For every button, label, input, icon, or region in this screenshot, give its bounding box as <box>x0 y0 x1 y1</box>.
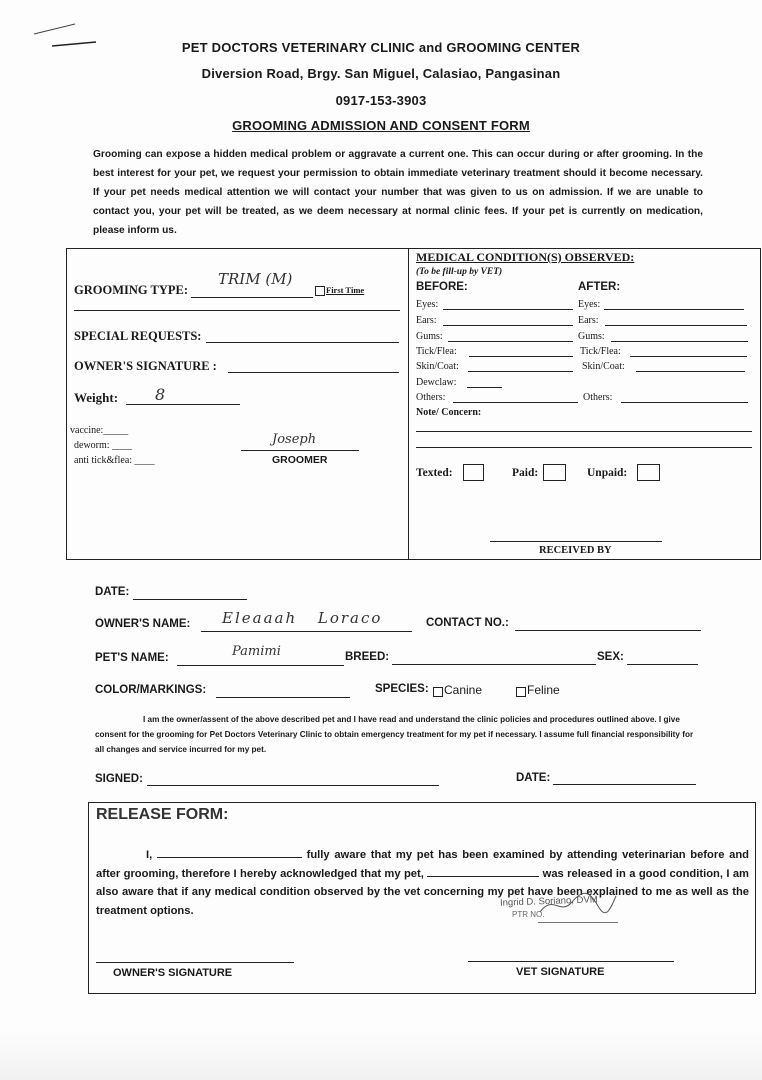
breed-label: BREED: <box>345 651 390 663</box>
unpaid-label: Unpaid: <box>587 467 628 479</box>
texted-checkbox[interactable] <box>463 464 484 481</box>
release-pet-field[interactable] <box>427 866 539 877</box>
received-by-line[interactable] <box>490 541 662 542</box>
before-others-field[interactable] <box>453 402 578 403</box>
special-requests-label: SPECIAL REQUESTS: <box>74 329 202 343</box>
scan-edge <box>0 1030 762 1080</box>
after-ears-field[interactable] <box>605 325 747 326</box>
date-field[interactable] <box>133 599 247 600</box>
after-label: AFTER: <box>578 281 621 293</box>
vet-stamp-name: Ingrid D. Soriano, DVM <box>499 894 598 909</box>
deworm-label: deworm: ____ <box>74 440 133 451</box>
before-tickflea-label: Tick/Flea: <box>416 346 457 357</box>
owner-signature-label: OWNER'S SIGNATURE : <box>74 359 217 373</box>
before-eyes-label: Eyes: <box>416 299 439 310</box>
contact-label: CONTACT NO.: <box>426 617 509 629</box>
intro-paragraph: Grooming can expose a hidden medical problem or aggravate a current one. This can occur during or after grooming. In the best interest for your pet, we request your permission to obtain immediate veterinary treatment should it become necessary. If your pet needs medical attention we will contact your number that was given to us on admission. If we are unable to contact you, your pet will be treated, as we deem necessary at normal clinic fees. If your pet is currently on medication, please inform us. <box>93 149 703 236</box>
contact-field[interactable] <box>515 630 701 631</box>
pet-name-line <box>177 665 344 666</box>
before-eyes-field[interactable] <box>443 309 573 310</box>
first-time-checkbox[interactable] <box>315 286 325 296</box>
pet-name-label: PET'S NAME: <box>95 652 169 664</box>
consent-paragraph: I am the owner/assent of the above described pet and I have read and understand the clinic policies and procedures outlined above. I give consent for the grooming for Pet Doctors Veterinary Clinic to obtain emergency treatment for my pet if necessary. I assume full financial responsibility for all changes and service incurred for my pet. <box>95 715 694 754</box>
release-vet-signature-label: VET SIGNATURE <box>516 966 605 978</box>
release-part1: I, <box>146 849 153 861</box>
vaccine-label: vaccine:_____ <box>70 425 129 436</box>
before-gums-label: Gums: <box>416 331 443 342</box>
color-markings-label: COLOR/MARKINGS: <box>95 684 207 696</box>
medical-title: MEDICAL CONDITION(S) OBSERVED: <box>416 250 635 264</box>
tick-flea-label: anti tick&flea: ____ <box>74 455 155 466</box>
before-others-label: Others: <box>416 392 446 403</box>
feline-label: Feline <box>527 683 560 697</box>
after-others-field[interactable] <box>621 402 748 403</box>
owner-name-value[interactable]: Eleaaah Loraco <box>222 609 383 627</box>
after-eyes-label: Eyes: <box>578 299 601 310</box>
release-vet-signature-field[interactable] <box>468 961 674 962</box>
release-part3: was released in a good condition, I am also aware that if any medical condition observed by the vet concerning my pet have been explained to me as well as the treatment options. <box>96 867 750 917</box>
after-skincoat-label: Skin/Coat: <box>582 361 625 372</box>
clinic-phone: 0917-153-3903 <box>335 93 427 108</box>
before-dewclaw-field[interactable] <box>467 387 502 388</box>
received-by-label: RECEIVED BY <box>539 545 612 556</box>
signed-label: SIGNED: <box>95 773 143 785</box>
date-label: DATE: <box>95 586 130 598</box>
before-skincoat-field[interactable] <box>468 371 573 372</box>
release-owner-signature-label: OWNER'S SIGNATURE <box>113 967 233 979</box>
after-eyes-field[interactable] <box>604 309 744 310</box>
grooming-type-line <box>191 297 313 298</box>
unpaid-checkbox[interactable] <box>637 464 660 481</box>
after-skincoat-field[interactable] <box>636 371 745 372</box>
pet-name-value[interactable]: Pamimi <box>232 644 281 659</box>
canine-checkbox[interactable] <box>433 687 443 697</box>
owner-name-line <box>201 631 412 632</box>
medical-subtitle: (To be fill-up by VET) <box>416 267 503 277</box>
species-label: SPECIES: <box>375 683 429 695</box>
release-owner-signature-field[interactable] <box>96 962 294 963</box>
release-title: RELEASE FORM: <box>96 806 229 823</box>
paid-checkbox[interactable] <box>543 464 566 481</box>
canine-label: Canine <box>444 683 483 697</box>
owner-name-label: OWNER'S NAME: <box>95 618 191 630</box>
groomer-label: GROOMER <box>272 454 328 466</box>
weight-label: Weight: <box>74 390 119 405</box>
signed-date-field[interactable] <box>553 784 696 785</box>
owner-signature-field[interactable] <box>228 372 399 373</box>
clinic-address: Diversion Road, Brgy. San Miguel, Calasiao, Pangasinan <box>201 66 561 81</box>
signed-field[interactable] <box>147 785 439 786</box>
signed-date-label: DATE: <box>516 772 551 784</box>
before-ears-label: Ears: <box>416 315 437 326</box>
before-tickflea-field[interactable] <box>469 356 573 357</box>
feline-checkbox[interactable] <box>516 687 526 697</box>
before-gums-field[interactable] <box>448 341 573 342</box>
after-ears-label: Ears: <box>578 315 599 326</box>
grooming-extra-line <box>74 310 400 311</box>
first-time-label: First Time <box>326 285 365 295</box>
release-owner-field[interactable] <box>157 847 302 858</box>
sex-field[interactable] <box>627 664 698 665</box>
vet-stamp-line <box>538 922 618 923</box>
groomer-line <box>241 450 359 451</box>
paid-label: Paid: <box>512 467 539 479</box>
vet-stamp-ptr: PTR NO. <box>512 910 545 919</box>
note-label: Note/ Concern: <box>416 407 482 418</box>
clinic-name: PET DOCTORS VETERINARY CLINIC and GROOMING CENTER <box>181 40 581 55</box>
vet-signature-scribble <box>538 890 618 920</box>
grooming-type-label: GROOMING TYPE: <box>74 283 189 297</box>
after-tickflea-field[interactable] <box>630 356 747 357</box>
texted-label: Texted: <box>416 467 453 479</box>
note-line-1[interactable] <box>416 431 752 432</box>
after-gums-field[interactable] <box>611 341 748 342</box>
after-others-label: Others: <box>583 392 613 403</box>
after-gums-label: Gums: <box>578 331 605 342</box>
groomer-name[interactable]: Joseph <box>272 432 317 447</box>
before-ears-field[interactable] <box>443 325 573 326</box>
release-paragraph <box>96 846 749 920</box>
sex-label: SEX: <box>597 651 624 663</box>
form-title: GROOMING ADMISSION AND CONSENT FORM <box>232 118 530 133</box>
before-label: BEFORE: <box>416 281 468 293</box>
weight-value[interactable]: 8 <box>155 385 166 404</box>
after-tickflea-label: Tick/Flea: <box>580 346 621 357</box>
before-skincoat-label: Skin/Coat: <box>416 361 459 372</box>
release-part2: fully aware that my pet has been examined by attending veterinarian before and after grooming, therefore I hereby acknowledged that my pet, <box>96 849 750 880</box>
breed-field[interactable] <box>392 664 596 665</box>
special-requests-field[interactable] <box>206 342 399 343</box>
grooming-type-value[interactable]: TRIM (M) <box>218 270 293 288</box>
box-divider <box>408 248 409 560</box>
note-line-2[interactable] <box>416 447 752 448</box>
color-markings-field[interactable] <box>216 697 350 698</box>
before-dewclaw-label: Dewclaw: <box>416 377 457 388</box>
weight-line <box>126 404 240 405</box>
